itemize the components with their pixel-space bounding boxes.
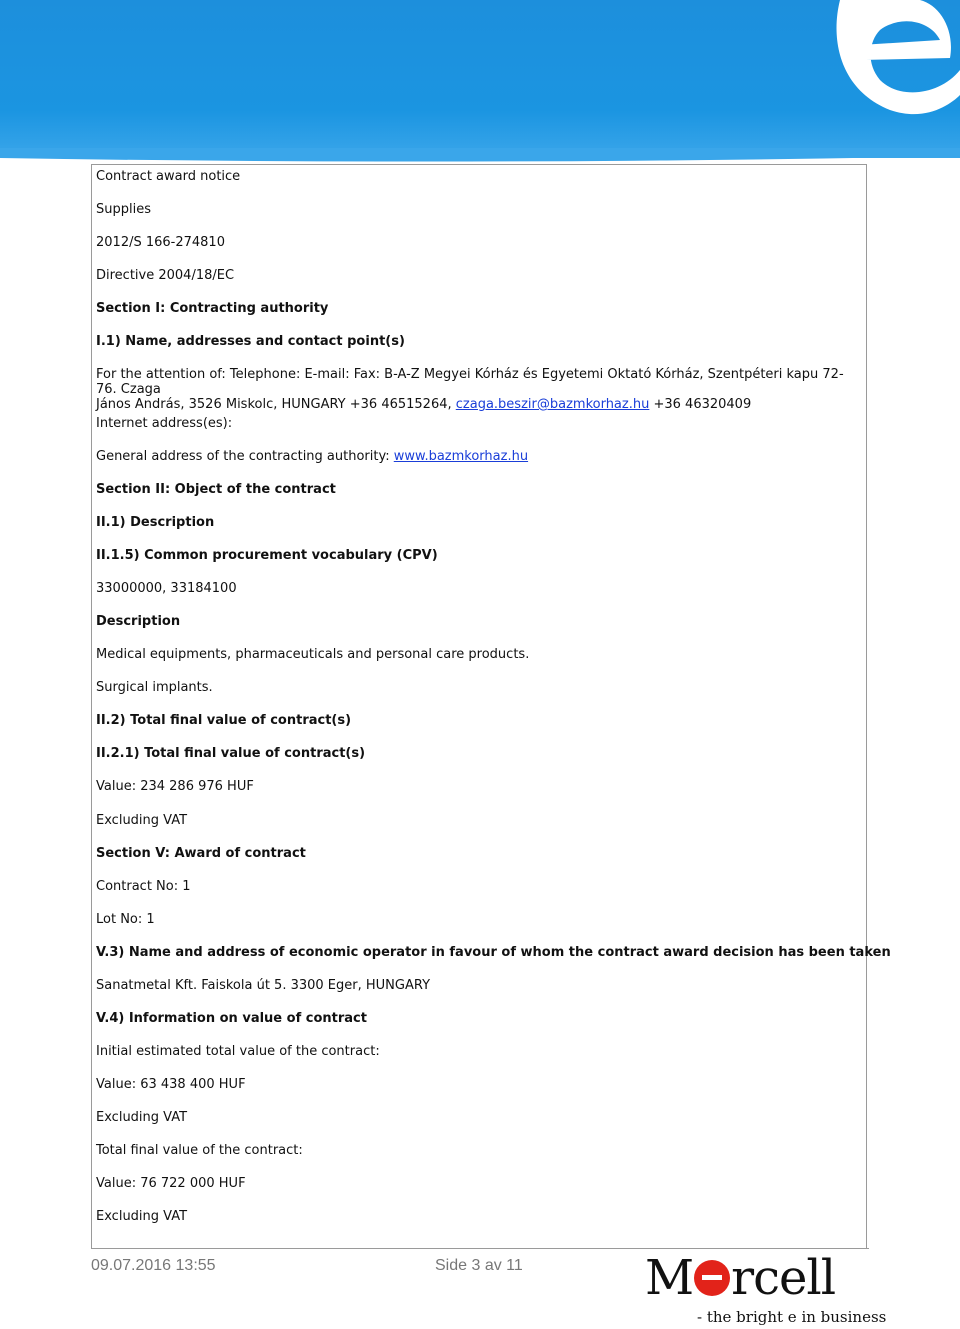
- text-line: 2012/S 166-274810: [96, 235, 225, 250]
- section-heading: II.1) Description: [96, 515, 215, 530]
- text-line: Surgical implants.: [96, 680, 213, 695]
- contact-email-link[interactable]: czaga.beszir@bazmkorhaz.hu: [455, 397, 650, 412]
- text-line: Sanatmetal Kft. Faiskola út 5. 3300 Eger, HUNGARY: [96, 978, 431, 993]
- general-address-link[interactable]: www.bazmkorhaz.hu: [393, 449, 529, 464]
- text-line: Excluding VAT: [96, 1110, 188, 1125]
- marcell-logo: [645, 1250, 887, 1327]
- e-logo-icon: [820, 0, 960, 130]
- text-line: Contract No: 1: [96, 879, 191, 894]
- brand-tagline: - the bright e in business: [697, 1308, 887, 1326]
- text-line: Value: 63 438 400 HUF: [96, 1077, 246, 1092]
- text-line: 33000000, 33184100: [96, 581, 237, 596]
- contact-paragraph: [96, 367, 856, 412]
- section-heading: II.1.5) Common procurement vocabulary (CPV): [96, 548, 438, 563]
- section-heading: Section V: Award of contract: [96, 846, 306, 861]
- header-banner: [0, 0, 960, 158]
- footer-divider: [91, 1248, 869, 1249]
- section-heading: Description: [96, 614, 181, 629]
- general-address-label: General address of the contracting authority:: [96, 449, 390, 464]
- section-heading: V.4) Information on value of contract: [96, 1011, 367, 1026]
- text-line: Excluding VAT: [96, 813, 188, 828]
- section-heading: V.3) Name and address of economic operator in favour of whom the contract award decision has been taken: [96, 945, 891, 960]
- text-line: Initial estimated total value of the contract:: [96, 1044, 380, 1059]
- text-line: Lot No: 1: [96, 912, 155, 927]
- text-line: Supplies: [96, 202, 151, 217]
- text-line: Medical equipments, pharmaceuticals and personal care products.: [96, 647, 530, 662]
- section-heading: Section I: Contracting authority: [96, 301, 329, 316]
- contact-line-2-post: +36 46320409: [653, 397, 752, 412]
- section-heading: Section II: Object of the contract: [96, 482, 336, 497]
- text-line: Value: 76 722 000 HUF: [96, 1176, 246, 1191]
- general-address-row: [96, 449, 528, 465]
- header-wave: [0, 148, 960, 164]
- text-line: Contract award notice: [96, 169, 241, 184]
- contact-line-1: For the attention of: Telephone: E-mail: Fax: B-A-Z Megyei Kórház és Egyetemi Oktató Kórház, Szentpéteri kapu 72-76. Czaga: [96, 367, 844, 397]
- footer-datetime: 09.07.2016 13:55: [91, 1257, 216, 1274]
- brand-e-icon: [694, 1260, 730, 1296]
- section-heading: I.1) Name, addresses and contact point(s): [96, 334, 405, 349]
- text-line: Value: 234 286 976 HUF: [96, 779, 254, 794]
- internet-address-label: Internet address(es):: [96, 416, 233, 431]
- text-line: Total final value of the contract:: [96, 1143, 303, 1158]
- brand-wordmark: M rcell: [645, 1250, 836, 1306]
- footer-page-number: Side 3 av 11: [435, 1257, 523, 1274]
- contact-line-2-pre: János András, 3526 Miskolc, HUNGARY +36 46515264,: [96, 397, 452, 412]
- text-line: Directive 2004/18/EC: [96, 268, 235, 283]
- section-heading: II.2.1) Total final value of contract(s): [96, 746, 366, 761]
- section-heading: II.2) Total final value of contract(s): [96, 713, 352, 728]
- text-line: Excluding VAT: [96, 1209, 188, 1224]
